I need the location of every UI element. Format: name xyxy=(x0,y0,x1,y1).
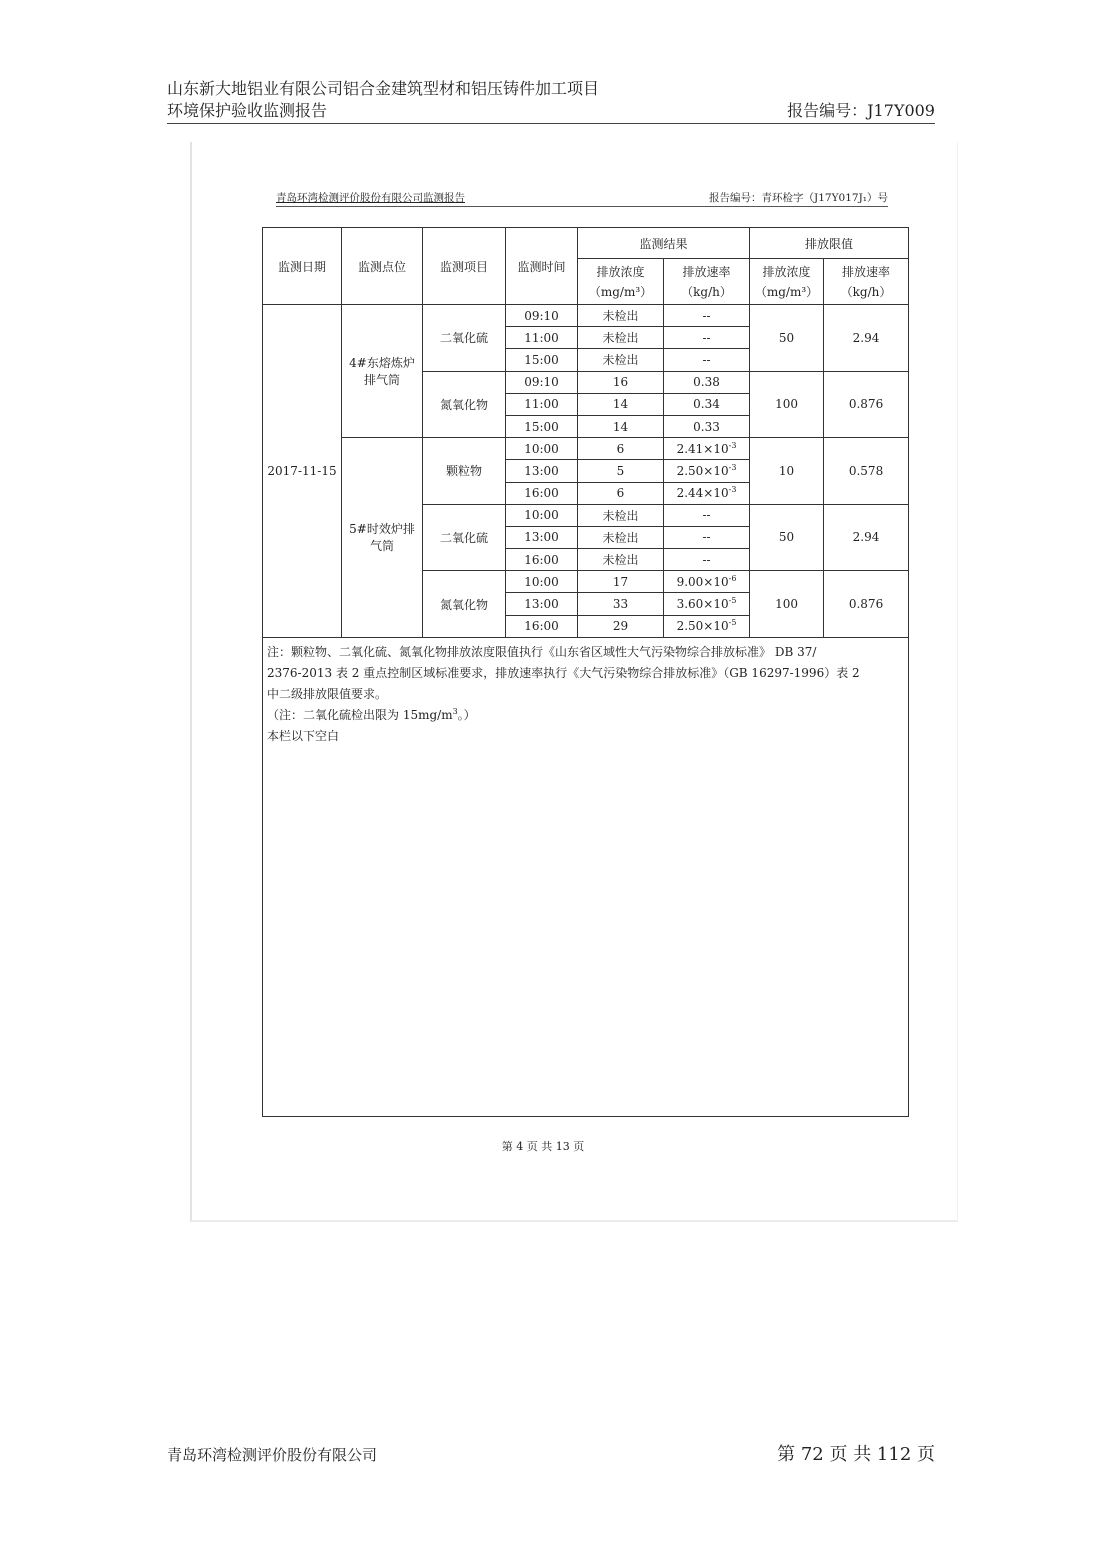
header-time: 监测时间 xyxy=(506,228,578,305)
limit-conc-cell: 50 xyxy=(750,305,824,372)
conc-cell: 5 xyxy=(578,460,664,482)
table-notes-row xyxy=(263,637,909,1116)
note-line: 2376-2013 表 2 重点控制区域标准要求，排放速率执行《大气污染物综合排放标准》（GB 16297-1996）表 2 xyxy=(267,665,860,680)
rate-cell: $2.44\times 10^{-3}$ xyxy=(664,482,750,504)
embedded-report-number: 报告编号：青环检字（J17Y017J₁）号 xyxy=(709,192,888,204)
monitoring-point: 5#时效炉排 气筒 xyxy=(342,438,423,638)
limit-conc-cell: 100 xyxy=(750,371,824,438)
time-cell: 10:00 xyxy=(506,571,578,593)
rate-cell: $2.41\times 10^{-3}$ xyxy=(664,438,750,460)
rate-cell: 0.34 xyxy=(664,393,750,415)
conc-cell: 6 xyxy=(578,482,664,504)
limit-rate-cell: 0.578 xyxy=(824,438,909,505)
time-cell: 15:00 xyxy=(506,349,578,371)
limit-conc-cell: 10 xyxy=(750,438,824,505)
project-title: 山东新大地铝业有限公司铝合金建筑型材和铝压铸件加工项目 xyxy=(167,79,600,98)
rate-cell: -- xyxy=(664,526,750,548)
monitoring-item: 二氧化硫 xyxy=(423,504,506,571)
header-rule xyxy=(167,123,935,124)
conc-cell: 14 xyxy=(578,393,664,415)
time-cell: 16:00 xyxy=(506,482,578,504)
monitoring-item: 氮氧化物 xyxy=(423,371,506,438)
table-notes xyxy=(263,637,909,1116)
time-cell: 13:00 xyxy=(506,460,578,482)
conc-cell: 33 xyxy=(578,593,664,615)
conc-cell: 未检出 xyxy=(578,549,664,571)
report-title: 环境保护验收监测报告 xyxy=(167,101,328,120)
note-line: 中二级排放限值要求。 xyxy=(267,686,388,701)
rate-cell: -- xyxy=(664,504,750,526)
table-header-row xyxy=(263,228,909,259)
limit-rate-cell: 2.94 xyxy=(824,504,909,571)
time-cell: 16:00 xyxy=(506,615,578,637)
header-limit-conc: 排放浓度 （mg/m³） xyxy=(750,259,824,305)
conc-cell: 未检出 xyxy=(578,526,664,548)
limit-rate-cell: 0.876 xyxy=(824,571,909,638)
rate-cell: $9.00\times 10^{-6}$ xyxy=(664,571,750,593)
conc-cell: 未检出 xyxy=(578,327,664,349)
rate-cell: $2.50\times 10^{-3}$ xyxy=(664,460,750,482)
conc-cell: 未检出 xyxy=(578,504,664,526)
embedded-page-header xyxy=(276,190,888,207)
conc-cell: 未检出 xyxy=(578,305,664,327)
conc-cell: 17 xyxy=(578,571,664,593)
rate-cell: 0.33 xyxy=(664,415,750,437)
embedded-page-number: 第 4 页 共 13 页 xyxy=(501,1140,585,1153)
table-row xyxy=(263,305,909,327)
time-cell: 16:00 xyxy=(506,549,578,571)
report-number: 报告编号：J17Y009 xyxy=(787,101,935,120)
limit-rate-cell: 0.876 xyxy=(824,371,909,438)
limit-conc-cell: 50 xyxy=(750,504,824,571)
monitoring-item: 颗粒物 xyxy=(423,438,506,505)
monitoring-item: 氮氧化物 xyxy=(423,571,506,638)
rate-cell: $3.60\times 10^{-5}$ xyxy=(664,593,750,615)
monitoring-date: 2017-11-15 xyxy=(263,305,342,638)
note-line: （注：二氧化硫检出限为 $15mg/m^3$。） xyxy=(267,706,476,722)
conc-cell: 14 xyxy=(578,415,664,437)
time-cell: 13:00 xyxy=(506,526,578,548)
rate-cell: 0.38 xyxy=(664,371,750,393)
time-cell: 09:10 xyxy=(506,305,578,327)
header-date: 监测日期 xyxy=(263,228,342,305)
header-conc: 排放浓度 （mg/m³） xyxy=(578,259,664,305)
note-line: 注：颗粒物、二氧化硫、氮氧化物排放浓度限值执行《山东省区域性大气污染物综合排放标准》 DB 37/ xyxy=(267,644,817,659)
limit-conc-cell: 100 xyxy=(750,571,824,638)
conc-cell: 29 xyxy=(578,615,664,637)
embedded-company-title: 青岛环湾检测评价股份有限公司监测报告 xyxy=(276,192,465,204)
rate-cell: -- xyxy=(664,549,750,571)
time-cell: 15:00 xyxy=(506,415,578,437)
monitoring-point: 4#东熔炼炉 排气筒 xyxy=(342,305,423,438)
conc-cell: 16 xyxy=(578,371,664,393)
header-result: 监测结果 xyxy=(578,228,750,259)
time-cell: 09:10 xyxy=(506,371,578,393)
header-point: 监测点位 xyxy=(342,228,423,305)
conc-cell: 6 xyxy=(578,438,664,460)
monitoring-item: 二氧化硫 xyxy=(423,305,506,372)
table-row xyxy=(263,438,909,460)
time-cell: 10:00 xyxy=(506,438,578,460)
rate-cell: -- xyxy=(664,327,750,349)
footer-page-number: 第 72 页 共 112 页 xyxy=(777,1444,935,1465)
header-item: 监测项目 xyxy=(423,228,506,305)
time-cell: 11:00 xyxy=(506,327,578,349)
document-footer xyxy=(167,1440,935,1466)
conc-cell: 未检出 xyxy=(578,349,664,371)
document-header xyxy=(167,78,935,124)
note-line: 本栏以下空白 xyxy=(267,728,340,743)
header-limit-rate: 排放速率 （kg/h） xyxy=(824,259,909,305)
rate-cell: -- xyxy=(664,305,750,327)
rate-cell: -- xyxy=(664,349,750,371)
limit-rate-cell: 2.94 xyxy=(824,305,909,372)
header-limit: 排放限值 xyxy=(750,228,909,259)
header-rate: 排放速率 （kg/h） xyxy=(664,259,750,305)
rate-cell: $2.50\times 10^{-5}$ xyxy=(664,615,750,637)
monitoring-results-table xyxy=(262,227,909,1117)
time-cell: 13:00 xyxy=(506,593,578,615)
time-cell: 11:00 xyxy=(506,393,578,415)
footer-company: 青岛环湾检测评价股份有限公司 xyxy=(167,1446,378,1464)
time-cell: 10:00 xyxy=(506,504,578,526)
